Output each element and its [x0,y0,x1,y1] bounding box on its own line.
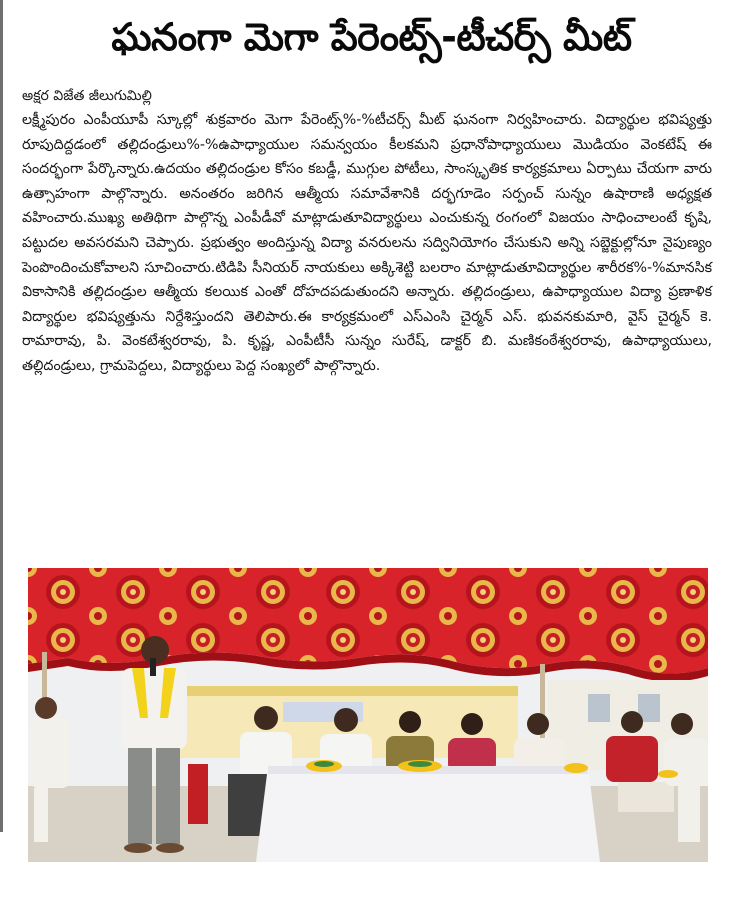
page-left-rule [0,0,3,832]
article-body: లక్ష్మీపురం ఎంపీయూపీ స్కూల్లో శుక్రవారం మెగా పేరెంట్స్%-%టీచర్స్ మీట్ ఘనంగా నిర్వహించారు. విద్యార్థుల భవిష్యత్తు రూపుదిద్దడంలో తల్లిదండ్రులు%-%ఉపాధ్యాయుల సమన్వయం కీలకమని ప్రధానోపాధ్యాయులు మొడియం వెంకటేష్ ఈ సందర్భంగా పేర్కొన్నారు.ఉదయం తల్లిదండ్రుల కోసం కబడ్డీ, ముగ్గుల పోటీలు, సాంస్కృతిక కార్యక్రమాలు ఏర్పాటు చేయగా వారు ఉత్సాహంగా పాల్గొన్నారు. అనంతరం జరిగిన ఆత్మీయ సమావేశానికి దర్భగూడెం సర్పంచ్ సున్నం ఉషారాణి అధ్యక్షత వహించారు.ముఖ్య అతిథిగా పాల్గొన్న ఎంపీడీవో మాట్లాడుతూవిద్యార్థులు ఎంచుకున్న రంగంలో విజయం సాధించాలంటే కృషి, పట్టుదల అవసరమని చెప్పారు. ప్రభుత్వం అందిస్తున్న విద్యా వనరులను సద్వినియోగం చేసుకుని అన్ని సబ్జెక్టుల్లోనూ నైపుణ్యం పెంపొందించుకోవాలని సూచించారు.టిడిపి సీనియర్ నాయకులు అక్కిశెట్టి బలరాం మాట్లాడుతూవిద్యార్థుల శారీరక%-%మానసిక వికాసానికి తల్లిదండ్రుల ఆత్మీయ కలయిక ఎంతో దోహదపడుతుందని అన్నారు. తల్లిదండ్రులు, ఉపాధ్యాయుల విద్యా ప్రణాళిక విద్యార్థుల భవిష్యత్తును నిర్దేశిస్తుందని తెలిపారు.ఈ కార్యక్రమంలో ఎస్ఎంసి చైర్మన్ ఎస్. భువనకుమారి, వైస్ చైర్మన్ కె. రామారావు, పి. వెంకటేశ్వరరావు, పి. కృష్ణ, ఎంపీటీసీ సున్నం సురేష్, డాక్టర్ బి. మణికంఠేశ్వరరావు, ఉపాధ్యాయులు, తల్లిదండ్రులు, గ్రామపెద్దలు, విద్యార్థులు పెద్ద సంఖ్యలో పాల్గొన్నారు. [22,112,712,374]
article-byline: అక్షర విజేత జీలుగుమిల్లి [22,88,152,104]
event-photo [28,568,708,862]
article-headline: ఘనంగా మెగా పేరెంట్స్-టీచర్స్ మీట్ [111,15,632,59]
